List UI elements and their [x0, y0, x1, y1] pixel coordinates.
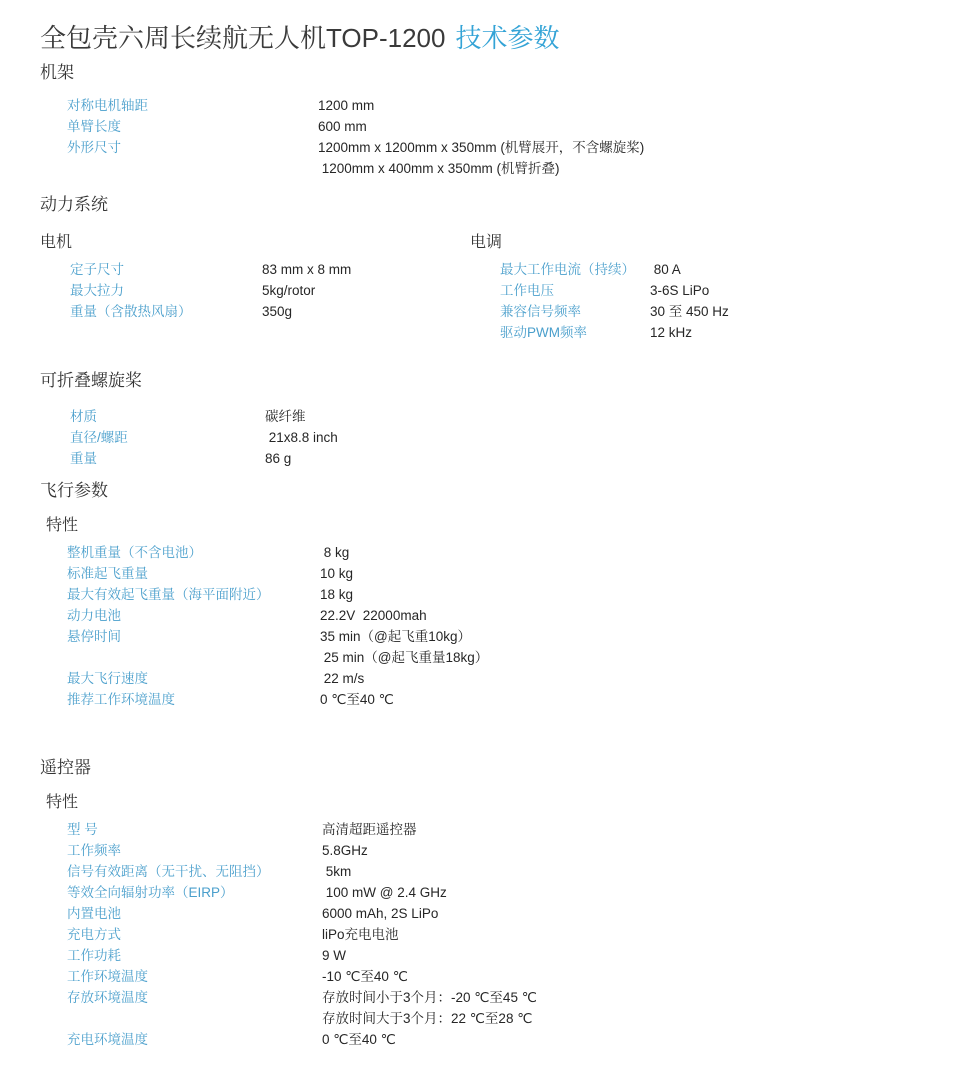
- spec-value: 30 至 450 Hz: [650, 304, 729, 319]
- motor-rows: [40, 259, 351, 322]
- flight-rows: [40, 542, 488, 710]
- spec-label: 工作环境温度: [67, 969, 148, 984]
- spec-label: 内置电池: [67, 906, 121, 921]
- spec-label: 单臂长度: [67, 119, 121, 134]
- section-heading-flight: 飞行参数: [40, 481, 108, 500]
- spec-value: 8 kg: [320, 545, 350, 560]
- spec-label: 材质: [70, 409, 97, 424]
- spec-row: [40, 259, 351, 280]
- spec-value: 1200mm x 400mm x 350mm (机臂折叠): [318, 161, 560, 176]
- spec-value: 21x8.8 inch: [265, 430, 338, 445]
- spec-label: 标准起飞重量: [67, 566, 148, 581]
- spec-value: 0 ℃至40 ℃: [320, 692, 394, 707]
- spec-row: [40, 427, 338, 448]
- spec-value: 600 mm: [318, 119, 367, 134]
- spec-row: [470, 259, 729, 280]
- spec-row: [40, 1029, 537, 1050]
- spec-label: 外形尺寸: [67, 140, 121, 155]
- spec-value: 12 kHz: [650, 325, 693, 340]
- spec-label: 重量: [70, 451, 97, 466]
- spec-value: 存放时间大于3个月：22 ℃至28 ℃: [322, 1011, 533, 1026]
- spec-row: [40, 301, 351, 322]
- spec-row: [470, 301, 729, 322]
- power-columns: [40, 229, 729, 340]
- subheading-flight-characteristics: 特性: [46, 517, 79, 534]
- spec-label: 信号有效距离（无干扰、无阻挡）: [67, 864, 270, 879]
- section-remote-controller: [40, 753, 537, 1050]
- spec-value: 1200 mm: [318, 98, 375, 113]
- spec-value-group: [322, 987, 537, 1029]
- spec-value: 22.2V 22000mah: [320, 608, 427, 623]
- spec-label: 最大工作电流（持续）: [500, 262, 635, 277]
- esc-rows: [470, 259, 729, 343]
- spec-row: [40, 840, 537, 861]
- spec-value: 18 kg: [320, 587, 354, 602]
- spec-row: [40, 861, 537, 882]
- remote-rows: [40, 819, 537, 1050]
- spec-label: 整机重量（不含电池）: [67, 545, 202, 560]
- spec-row: [40, 116, 644, 137]
- spec-value: 80 A: [650, 262, 681, 277]
- section-flight-params: [40, 476, 488, 710]
- frame-rows: [40, 95, 644, 179]
- spec-row: [40, 987, 537, 1029]
- spec-value: 9 W: [322, 948, 347, 963]
- spec-label: 对称电机轴距: [67, 98, 148, 113]
- spec-value: 86 g: [265, 451, 292, 466]
- spec-label: 工作电压: [500, 283, 554, 298]
- page-title-main: 全包壳六周长续航无人机TOP-1200: [40, 23, 446, 53]
- spec-value: 22 m/s: [320, 671, 365, 686]
- spec-row: [40, 924, 537, 945]
- spec-value: 25 min（@起飞重量18kg）: [320, 650, 489, 665]
- section-heading-propeller: 可折叠螺旋桨: [40, 371, 142, 390]
- spec-row: [40, 903, 537, 924]
- spec-value: 高清超距遥控器: [322, 822, 417, 837]
- spec-value-group: [318, 137, 644, 179]
- spec-label: 最大拉力: [70, 283, 124, 298]
- spec-label: 充电方式: [67, 927, 121, 942]
- spec-label: 最大有效起飞重量（海平面附近）: [67, 587, 270, 602]
- spec-row: [40, 448, 338, 469]
- spec-row: [40, 945, 537, 966]
- spec-value: 6000 mAh, 2S LiPo: [322, 906, 439, 921]
- spec-label: 动力电池: [67, 608, 121, 623]
- spec-label: 等效全向辐射功率（EIRP）: [67, 885, 234, 900]
- section-frame: [40, 58, 644, 179]
- spec-row: [470, 280, 729, 301]
- esc-column: [470, 229, 729, 343]
- spec-label: 工作功耗: [67, 948, 121, 963]
- spec-row: [40, 966, 537, 987]
- spec-label: 重量（含散热风扇）: [70, 304, 192, 319]
- spec-row: [40, 406, 338, 427]
- spec-row: [40, 584, 488, 605]
- spec-label: 推荐工作环境温度: [67, 692, 175, 707]
- spec-value: 碳纤维: [265, 409, 306, 424]
- spec-value: 10 kg: [320, 566, 354, 581]
- spec-row: [40, 563, 488, 584]
- spec-row: [470, 322, 729, 343]
- spec-label: 驱动PWM频率: [500, 325, 587, 340]
- spec-value: 5.8GHz: [322, 843, 368, 858]
- spec-value: 100 mW @ 2.4 GHz: [322, 885, 447, 900]
- spec-label: 充电环境温度: [67, 1032, 148, 1047]
- spec-row: [40, 882, 537, 903]
- spec-row: [40, 280, 351, 301]
- spec-value: 83 mm x 8 mm: [262, 262, 352, 277]
- spec-value: 1200mm x 1200mm x 350mm (机臂展开，不含螺旋桨): [318, 140, 645, 155]
- spec-label: 最大飞行速度: [67, 671, 148, 686]
- spec-value: 350g: [262, 304, 293, 319]
- spec-value: liPo充电电池: [322, 927, 399, 942]
- spec-row: [40, 626, 488, 668]
- spec-value: 存放时间小于3个月：-20 ℃至45 ℃: [322, 990, 537, 1005]
- spec-label: 存放环境温度: [67, 990, 148, 1005]
- spec-row: [40, 605, 488, 626]
- spec-value: 5km: [322, 864, 352, 879]
- spec-row: [40, 689, 488, 710]
- section-power-system: [40, 190, 729, 340]
- propeller-rows: [40, 406, 338, 469]
- section-propeller: [40, 366, 338, 469]
- subheading-esc: 电调: [470, 234, 503, 251]
- section-heading-frame: 机架: [40, 63, 74, 82]
- spec-value: 35 min（@起飞重10kg）: [320, 629, 471, 644]
- motor-column: [40, 229, 351, 322]
- spec-label: 悬停时间: [67, 629, 121, 644]
- spec-row: [40, 819, 537, 840]
- spec-label: 工作频率: [67, 843, 121, 858]
- spec-value: 5kg/rotor: [262, 283, 316, 298]
- page-title-accent: 技术参数: [455, 23, 560, 53]
- spec-value: 0 ℃至40 ℃: [322, 1032, 396, 1047]
- section-heading-remote: 遥控器: [40, 758, 91, 777]
- subheading-remote-characteristics: 特性: [46, 794, 79, 811]
- spec-label: 型 号: [67, 822, 98, 837]
- page-title: [40, 18, 560, 55]
- spec-row: [40, 95, 644, 116]
- section-heading-power: 动力系统: [40, 195, 108, 214]
- spec-value-group: [320, 626, 488, 668]
- spec-row: [40, 137, 644, 179]
- spec-label: 直径/螺距: [70, 430, 128, 445]
- spec-row: [40, 668, 488, 689]
- spec-value: 3-6S LiPo: [650, 283, 710, 298]
- spec-label: 兼容信号频率: [500, 304, 581, 319]
- spec-row: [40, 542, 488, 563]
- subheading-motor: 电机: [40, 234, 73, 251]
- spec-value: -10 ℃至40 ℃: [322, 969, 408, 984]
- spec-label: 定子尺寸: [70, 262, 124, 277]
